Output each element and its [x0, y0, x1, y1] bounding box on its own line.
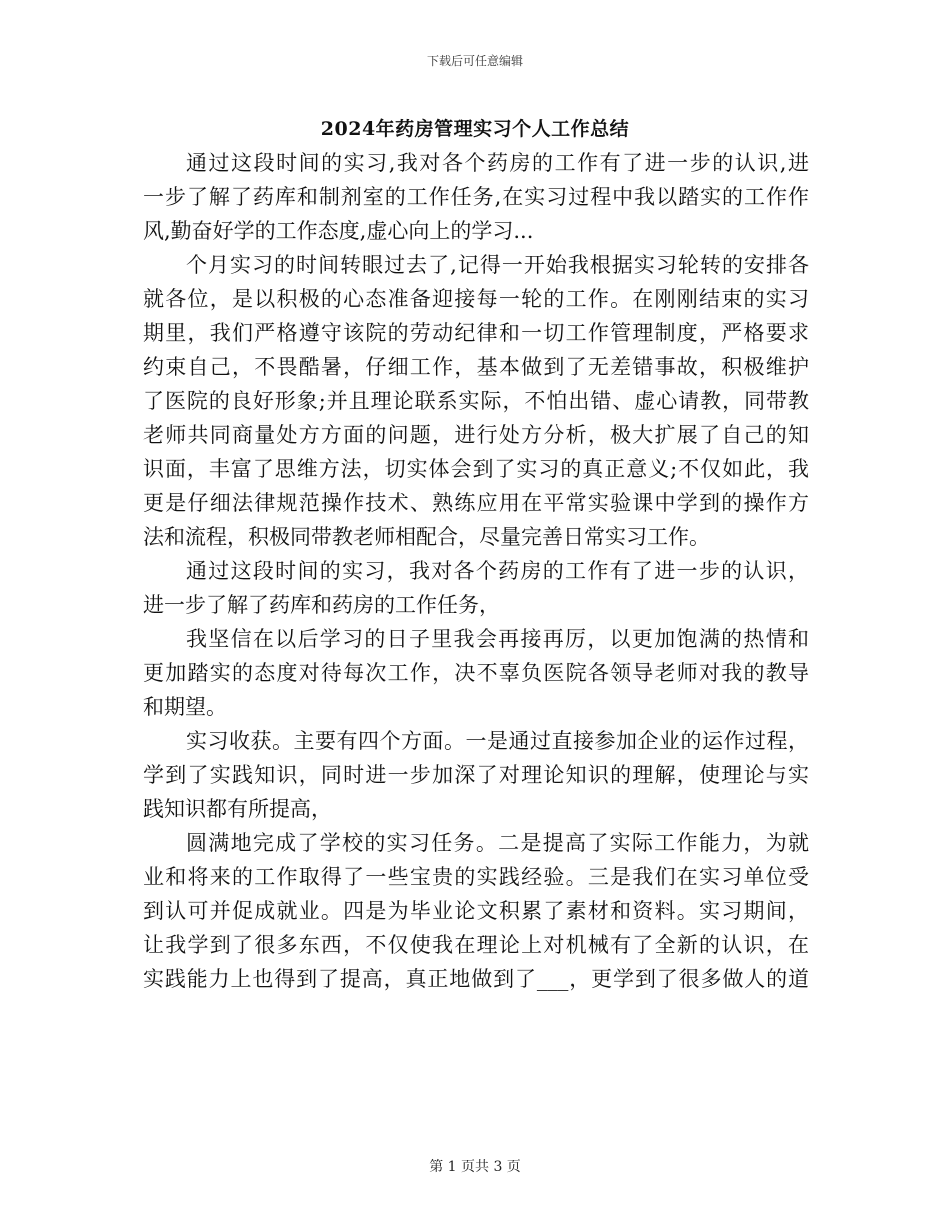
body-line: 了医院的良好形象;并且理论联系实际，不怕出错、虚心请教，同带教 [143, 389, 809, 413]
body-line: 更加踏实的态度对待每次工作，决不辜负医院各领导老师对我的教导 [143, 661, 809, 685]
body-line: 圆满地完成了学校的实习任务。二是提高了实际工作能力，为就 [186, 831, 809, 855]
document-title: 2024年药房管理实习个人工作总结 [320, 118, 630, 140]
body-line: 和期望。 [143, 695, 227, 719]
body-line: 我坚信在以后学习的日子里我会再接再厉，以更加饱满的热情和 [186, 627, 809, 651]
body-line: 老师共同商量处方方面的问题，进行处方分析，极大扩展了自己的知 [143, 423, 809, 447]
page-footer: 第 1 页共 3 页 [429, 1159, 521, 1175]
body-line: 个月实习的时间转眼过去了,记得一开始我根据实习轮转的安排各 [186, 253, 809, 277]
body-line: 业和将来的工作取得了一些宝贵的实践经验。三是我们在实习单位受 [143, 865, 809, 889]
body-line: 更是仔细法律规范操作技术、熟练应用在平常实验课中学到的操作方 [143, 491, 809, 515]
body-line: 识面，丰富了思维方法，切实体会到了实习的真正意义;不仅如此，我 [143, 457, 809, 481]
document-body [143, 146, 809, 996]
body-line: 到认可并促成就业。四是为毕业论文积累了素材和资料。实习期间， [143, 899, 809, 923]
body-line: 进一步了解了药库和药房的工作任务， [143, 593, 500, 617]
body-line: 实习收获。主要有四个方面。一是通过直接参加企业的运作过程， [186, 729, 809, 753]
body-line: 实践能力上也得到了提高，真正地做到了___，更学到了很多做人的道 [143, 967, 809, 991]
body-line: 通过这段时间的实习,我对各个药房的工作有了进一步的认识,进 [186, 151, 809, 175]
body-line: 就各位，是以积极的心态准备迎接每一轮的工作。在刚刚结束的实习 [143, 287, 809, 311]
body-line: 法和流程，积极同带教老师相配合，尽量完善日常实习工作。 [143, 525, 710, 549]
body-line: 约束自己，不畏酷暑，仔细工作，基本做到了无差错事故，积极维护 [143, 355, 809, 379]
page-header: 下载后可任意编辑 [426, 54, 523, 68]
body-line: 风,勤奋好学的工作态度,虚心向上的学习... [143, 219, 534, 243]
body-line: 一步了解了药库和制剂室的工作任务,在实习过程中我以踏实的工作作 [143, 185, 809, 209]
body-line: 学到了实践知识，同时进一步加深了对理论知识的理解，使理论与实 [143, 763, 809, 787]
body-line: 让我学到了很多东西，不仅使我在理论上对机械有了全新的认识，在 [143, 933, 809, 957]
body-line: 通过这段时间的实习，我对各个药房的工作有了进一步的认识， [186, 559, 809, 583]
body-line: 践知识都有所提高， [143, 797, 332, 821]
body-line: 期里，我们严格遵守该院的劳动纪律和一切工作管理制度，严格要求 [143, 321, 809, 345]
